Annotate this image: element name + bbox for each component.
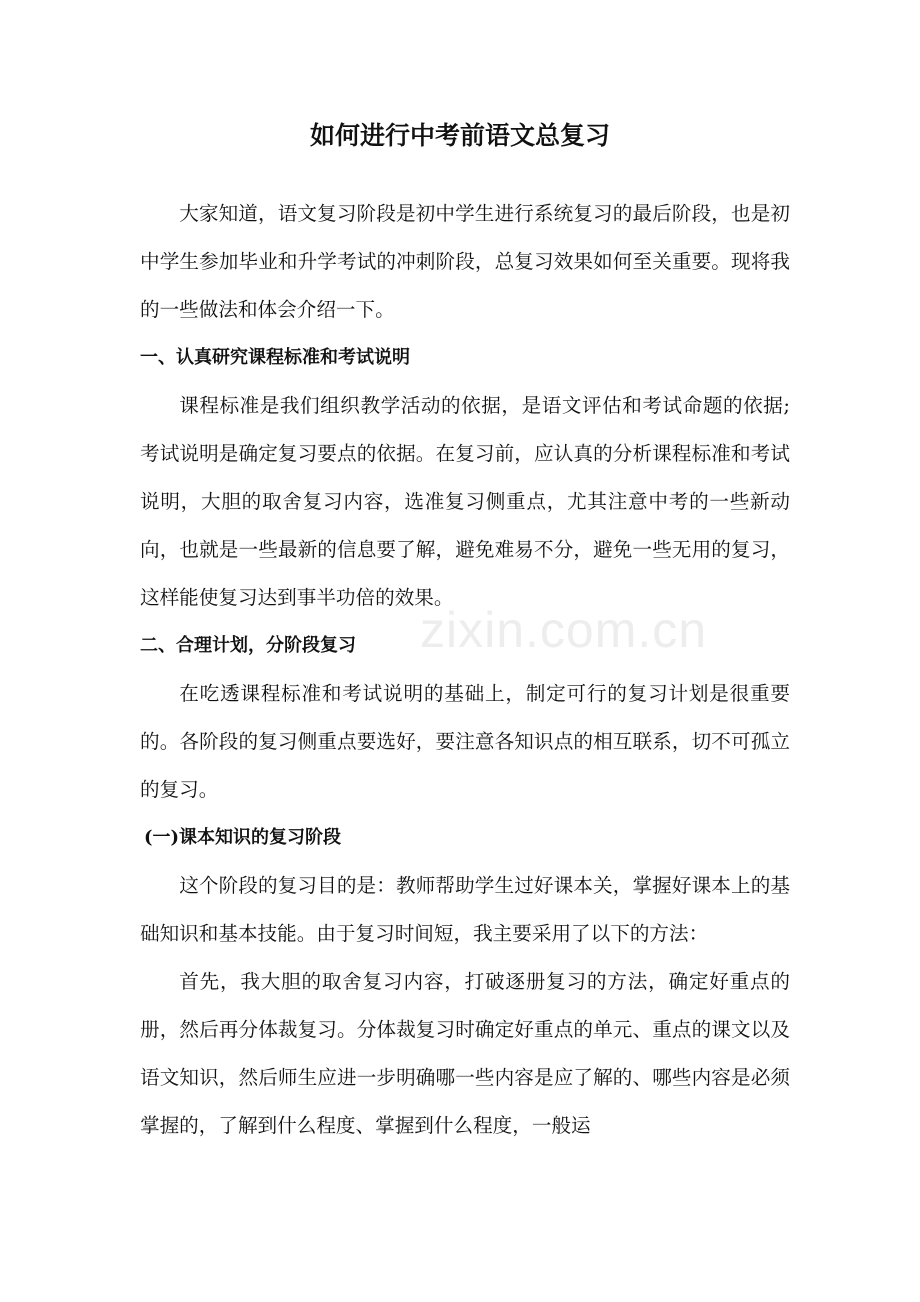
- subsection-1-paragraph-1: 这个阶段的复习目的是：教师帮助学生过好课本关，掌握好课本上的基础知识和基本技能。由于复习时间短，我主要采用了以下的方法：: [140, 874, 790, 945]
- intro-paragraph: 大家知道，语文复习阶段是初中学生进行系统复习的最后阶段，也是初中学生参加毕业和升学考试的冲刺阶段，总复习效果如何至关重要。现将我的一些做法和体会介绍一下。: [140, 202, 790, 321]
- section-2-paragraph: 在吃透课程标准和考试说明的基础上，制定可行的复习计划是很重要的。各阶段的复习侧重点要选好，要注意各知识点的相互联系，切不可孤立的复习。: [140, 682, 790, 801]
- section-1-paragraph: 课程标准是我们组织教学活动的依据，是语文评估和考试命题的依据; 考试说明是确定复习要点的依据。在复习前，应认真的分析课程标准和考试说明，大胆的取舍复习内容，选准复习侧重点，尤其注意中考的一些新动向，也就是一些最新的信息要了解，避免难易不分，避免一些无用的复习，这样能使复习达到事半功倍的效果。: [140, 394, 790, 609]
- section-heading-2: 二、合理计划，分阶段复习: [140, 635, 356, 656]
- subsection-heading-1: (一)课本知识的复习阶段: [144, 827, 342, 848]
- document-body: [140, 190, 790, 1150]
- section-heading-1: 一、认真研究课程标准和考试说明: [140, 347, 410, 368]
- watermark-text: zixin.com.cn: [420, 602, 708, 658]
- page-title: 如何进行中考前语文总复习: [309, 121, 610, 150]
- subsection-1-paragraph-2: 首先，我大胆的取舍复习内容，打破逐册复习的方法，确定好重点的册，然后再分体裁复习。分体裁复习时确定好重点的单元、重点的课文以及语文知识，然后师生应进一步明确哪一些内容是应了解的、哪些内容是必须掌握的，了解到什么程度、掌握到什么程度，一般运: [140, 970, 790, 1137]
